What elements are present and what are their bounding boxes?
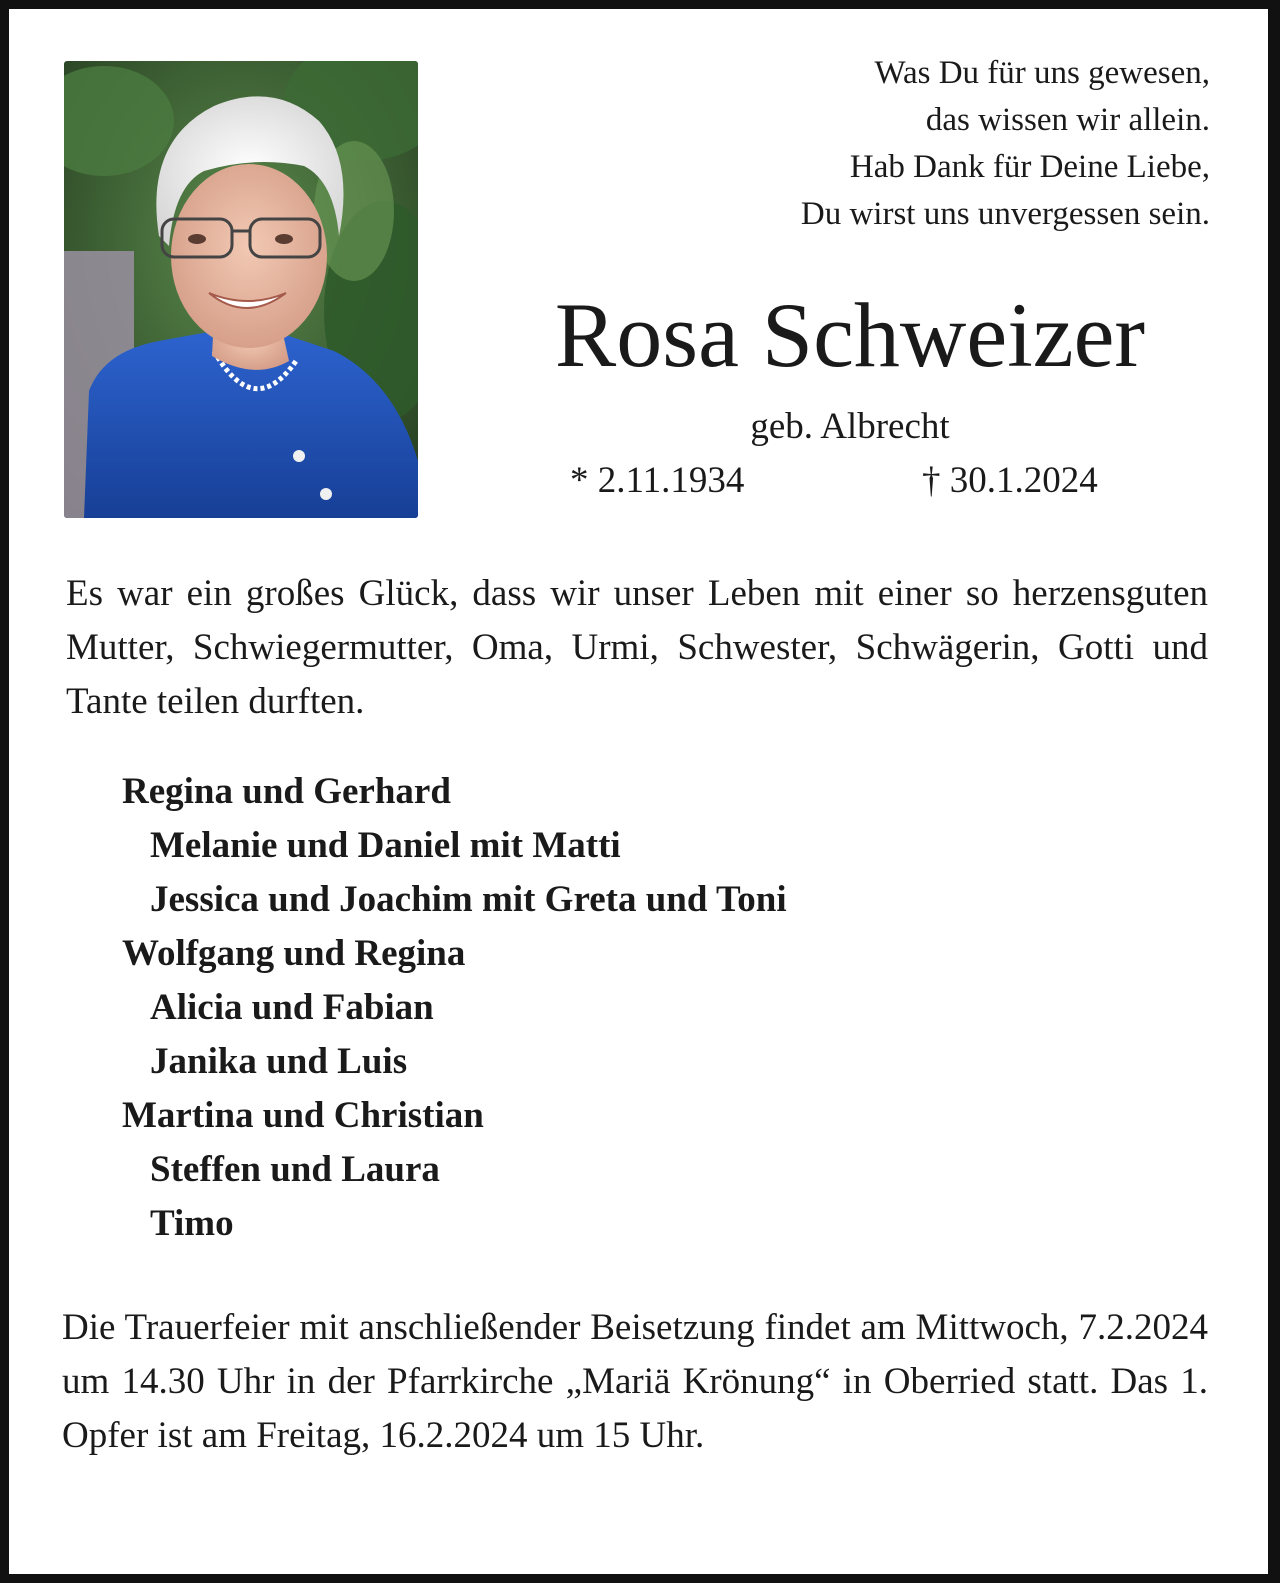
intro-text: Es war ein großes Glück, dass wir unser Leben mit einer so herzensguten Mutter, Schwiegermutter, Oma, Urmi, Schwester, Schwägerin, Gotti und Tante teilen durften. [66, 573, 1208, 722]
verse [801, 50, 1210, 238]
portrait-photo [64, 61, 418, 518]
verse-line: Was Du für uns gewesen, [874, 55, 1210, 91]
family-entry: Melanie und Daniel mit Matti [150, 825, 621, 866]
family-entry: Wolfgang und Regina [122, 933, 466, 974]
verse-line: Hab Dank für Deine Liebe, [849, 149, 1210, 185]
family-list [122, 765, 787, 1251]
death-date: † 30.1.2024 [922, 460, 1098, 501]
verse-line: das wissen wir allein. [925, 102, 1210, 138]
verse-line: Du wirst uns unvergessen sein. [800, 196, 1210, 232]
service-text: Die Trauerfeier mit anschließender Beisetzung findet am Mittwoch, 7.2.2024 um 14.30 Uhr in der Pfarrkirche „Mariä Krönung“ in Oberried statt. Das 1. Opfer ist am Freitag, 16.2.2024 um 15 Uhr. [62, 1307, 1208, 1456]
family-entry: Jessica und Joachim mit Greta und Toni [150, 879, 787, 920]
birth-name: geb. Albrecht [750, 406, 950, 447]
family-entry: Martina und Christian [122, 1095, 484, 1136]
family-entry: Alicia und Fabian [150, 987, 434, 1028]
birth-date: * 2.11.1934 [570, 460, 745, 501]
family-entry: Steffen und Laura [150, 1149, 440, 1190]
family-entry: Regina und Gerhard [122, 771, 451, 812]
portrait-image [64, 61, 418, 518]
deceased-name: Rosa Schweizer [554, 284, 1146, 386]
family-entry: Timo [150, 1203, 234, 1244]
family-entry: Janika und Luis [150, 1041, 408, 1082]
